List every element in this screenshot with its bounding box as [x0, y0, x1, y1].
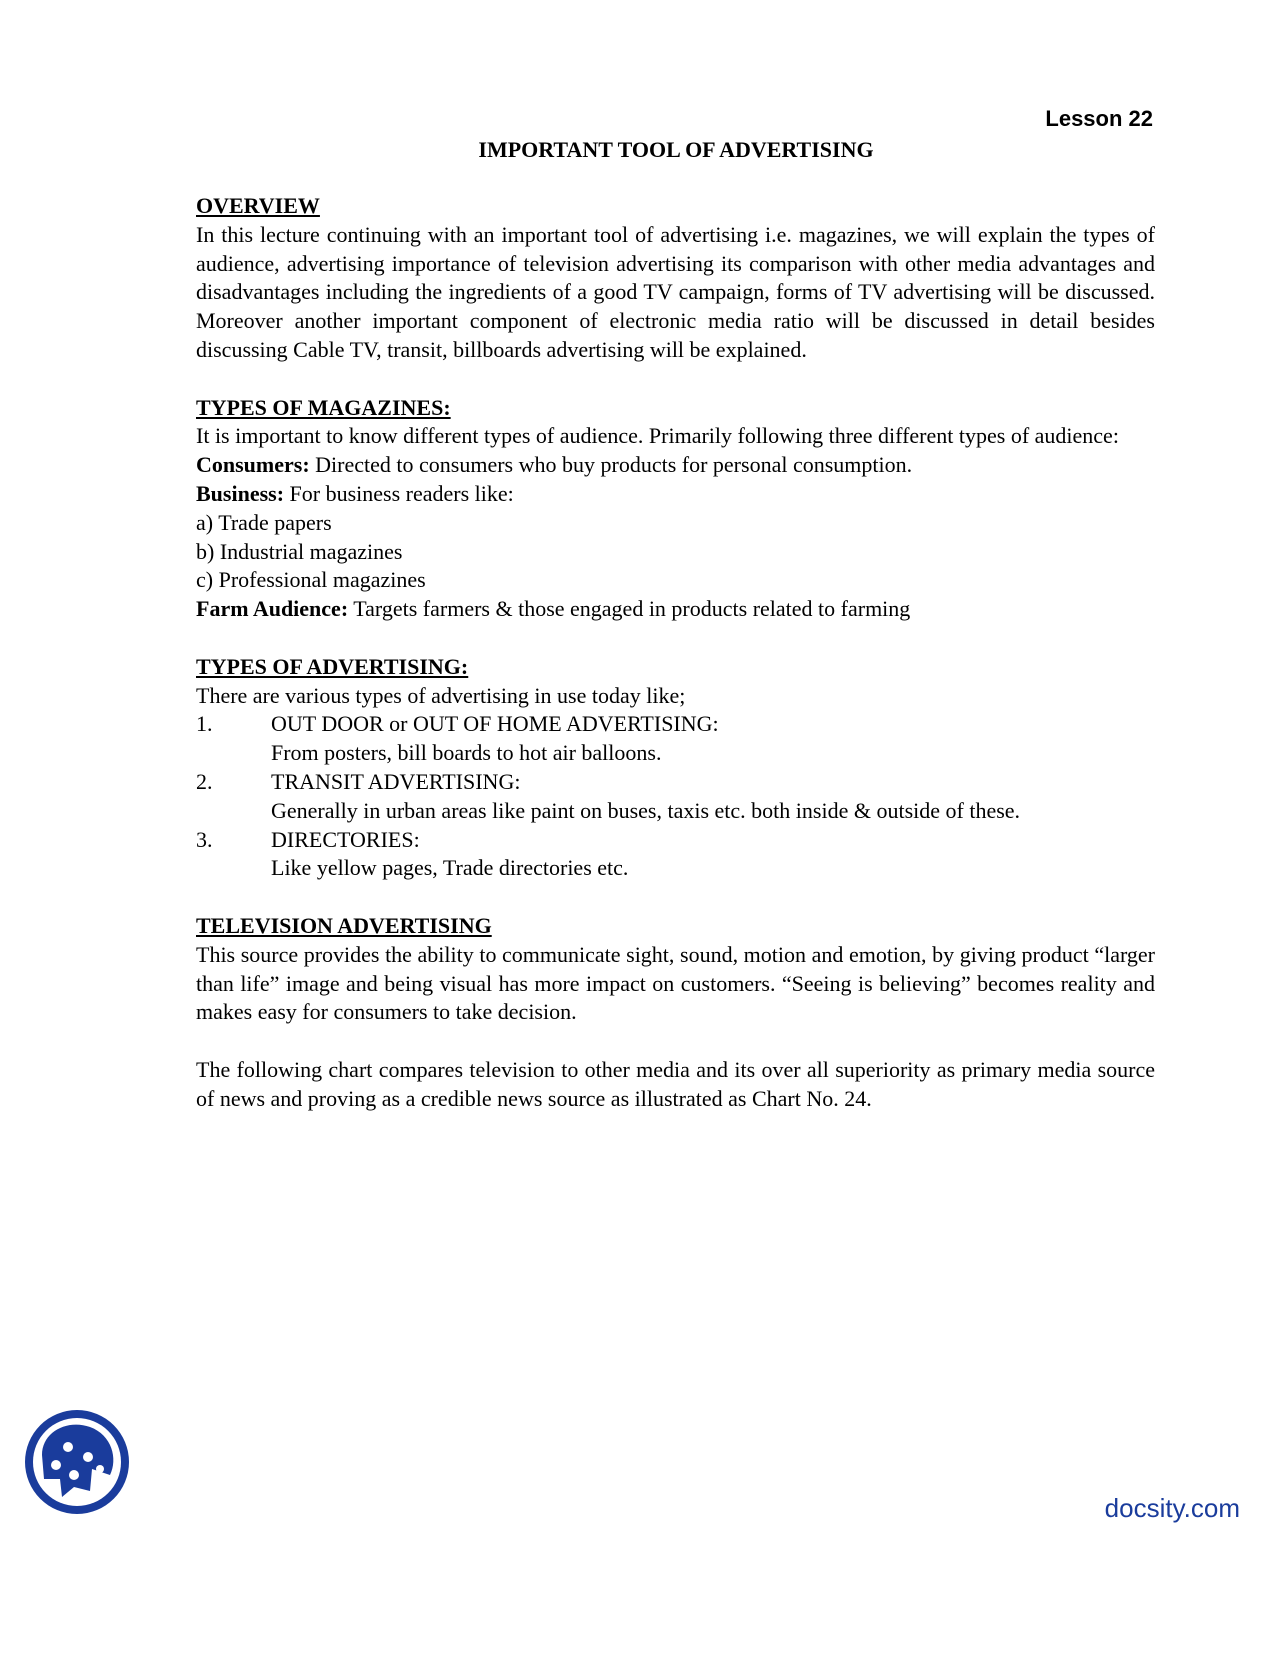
- business-label: Business:: [196, 480, 285, 506]
- business-item: b) Industrial magazines: [196, 538, 403, 564]
- farm-text: Targets farmers & those engaged in products related to farming: [348, 596, 911, 622]
- television-heading: TELEVISION ADVERTISING: [196, 912, 492, 938]
- consumers-line: [196, 451, 1155, 480]
- docsity-logo-icon[interactable]: [22, 1407, 132, 1517]
- list-item: [196, 768, 1155, 797]
- farm-line: [196, 595, 1155, 624]
- list-item-title: DIRECTORIES:: [271, 826, 420, 852]
- business-item: a) Trade papers: [196, 509, 332, 535]
- list-item: [196, 710, 1155, 739]
- consumers-label: Consumers:: [196, 452, 310, 478]
- business-text: For business readers like:: [284, 480, 514, 506]
- magazines-heading: TYPES OF MAGAZINES:: [196, 394, 451, 420]
- overview-text: In this lecture continuing with an important tool of advertising i.e. magazines, we will explain the types of audience, advertising importance of television advertising its comparison with other media advantages and disadvantages including the ingredients of a good TV campaign, forms of TV advertising will be discussed. Moreover another important component of electronic media ratio will be discussed in detail besides discussing Cable TV, transit, billboards advertising will be explained.: [196, 221, 1155, 362]
- consumers-text: Directed to consumers who buy products for personal consumption.: [309, 452, 913, 478]
- overview-heading: OVERVIEW: [196, 193, 320, 218]
- document-body: [196, 192, 1155, 1114]
- advertising-heading: TYPES OF ADVERTISING:: [196, 653, 469, 679]
- farm-label: Farm Audience:: [196, 596, 349, 622]
- business-item: c) Professional magazines: [196, 567, 426, 593]
- list-item-number: 2.: [196, 768, 213, 794]
- docsity-brand-link[interactable]: docsity.com: [1104, 1493, 1240, 1523]
- list-item-title: TRANSIT ADVERTISING:: [271, 768, 521, 794]
- television-para-2: The following chart compares television to other media and its over all superiority as primary media source of news and proving as a credible news source as illustrated as Chart No. 24.: [196, 1056, 1155, 1111]
- list-item-number: 3.: [196, 826, 213, 852]
- list-item-desc: Like yellow pages, Trade directories etc.: [271, 855, 629, 881]
- list-item-number: 1.: [196, 711, 213, 737]
- list-item-desc: From posters, bill boards to hot air balloons.: [271, 740, 662, 766]
- list-item-title: OUT DOOR or OUT OF HOME ADVERTISING:: [271, 711, 719, 737]
- list-item: [196, 826, 1155, 855]
- business-line: [196, 480, 1155, 509]
- document-title: IMPORTANT TOOL OF ADVERTISING: [478, 137, 874, 162]
- magazines-intro: It is important to know different types of audience. Primarily following three different types of audience:: [196, 423, 1119, 449]
- advertising-intro: There are various types of advertising in use today like;: [196, 682, 686, 708]
- lesson-number: Lesson 22: [1045, 106, 1153, 131]
- television-para-1: This source provides the ability to communicate sight, sound, motion and emotion, by giving product “larger than life” image and being visual has more impact on customers. “Seeing is believing” becomes reality and makes easy for consumers to take decision.: [196, 941, 1155, 1025]
- list-item-desc: Generally in urban areas like paint on buses, taxis etc. both inside & outside of these.: [271, 797, 1021, 823]
